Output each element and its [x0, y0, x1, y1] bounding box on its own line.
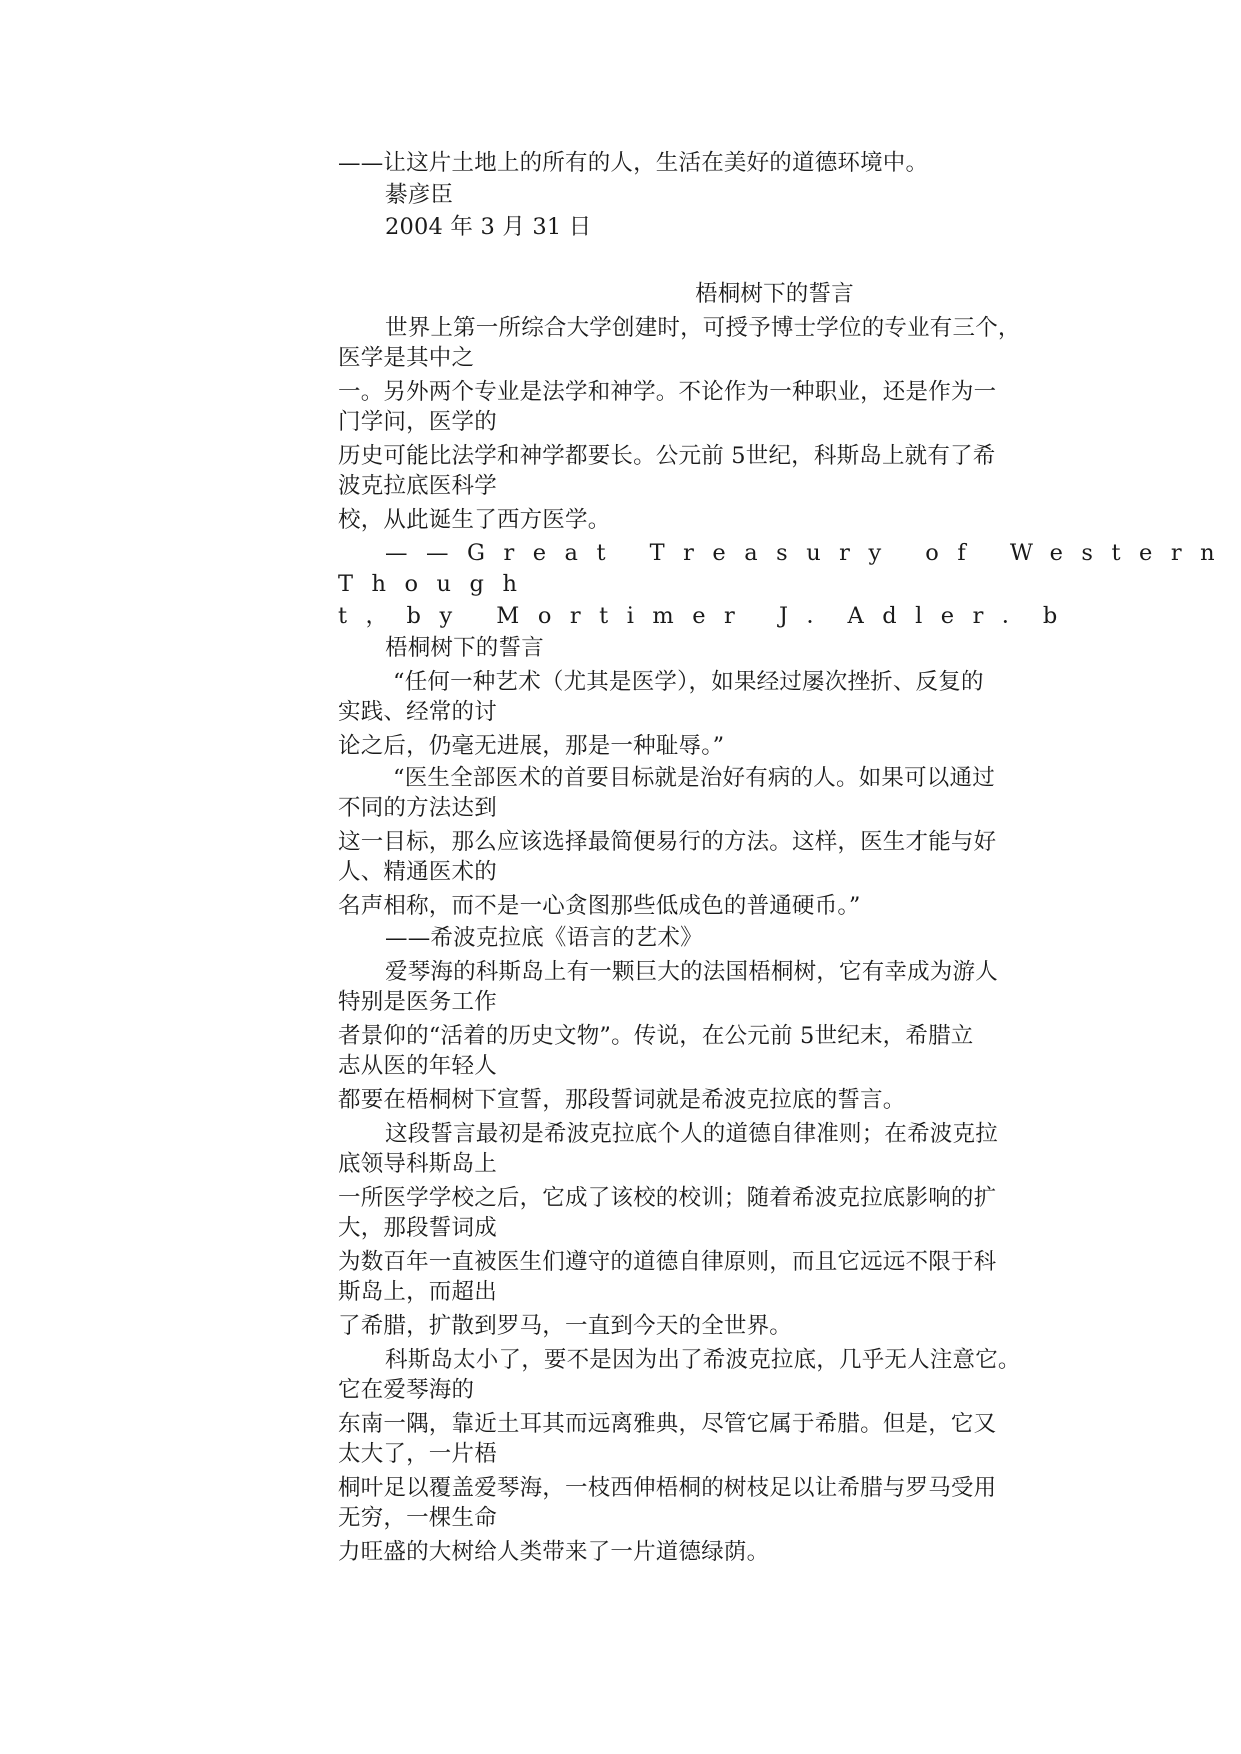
paragraph-line: 校，从此诞生了西方医学。	[338, 507, 611, 533]
quote-line: 名声相称，而不是一心贪图那些低成色的普通硬币。”	[338, 893, 861, 919]
paragraph-line: 斯岛上，而超出	[338, 1279, 497, 1305]
paragraph-line: 这段誓言最初是希波克拉底个人的道德自律准则；在希波克拉	[385, 1121, 998, 1147]
quote-line: “医生全部医术的首要目标就是治好有病的人。如果可以通过	[393, 765, 995, 791]
paragraph-line: 一所医学学校之后，它成了该校的校训；随着希波克拉底影响的扩	[338, 1185, 997, 1211]
quote-line: 这一目标，那么应该选择最简便易行的方法。这样，医生才能与好	[338, 829, 997, 855]
paragraph-line: 太大了，一片梧	[338, 1441, 497, 1467]
paragraph-line: 力旺盛的大树给人类带来了一片道德绿荫。	[338, 1539, 770, 1565]
paragraph-line: 都要在梧桐树下宣誓，那段誓词就是希波克拉底的誓言。	[338, 1087, 906, 1113]
paragraph-line: 科斯岛太小了，要不是因为出了希波克拉底，几乎无人注意它。	[385, 1347, 1021, 1373]
paragraph-line: 东南一隅，靠近土耳其而远离雅典，尽管它属于希腊。但是，它又	[338, 1411, 997, 1437]
paragraph-line: 了希腊，扩散到罗马，一直到今天的全世界。	[338, 1313, 793, 1339]
paragraph-line: 底领导科斯岛上	[338, 1151, 497, 1177]
paragraph-line: 波克拉底医科学	[338, 473, 497, 499]
paragraph-line: 志从医的年轻人	[338, 1053, 497, 1079]
author-name: 綦彦臣	[385, 182, 454, 208]
quote-line: 人、精通医术的	[338, 859, 497, 885]
date-line: 2004 年 3 月 31 日	[385, 214, 592, 240]
paragraph-line: 医学是其中之	[338, 345, 475, 371]
paragraph-line: 它在爱琴海的	[338, 1377, 475, 1403]
citation-line: ——Great Treasury of Western	[385, 540, 1234, 566]
paragraph-line: 特别是医务工作	[338, 989, 497, 1015]
citation-line: t，by Mortimer J．Adler．b	[338, 603, 1076, 629]
paragraph-line: 者景仰的“活着的历史文物”。传说，在公元前 5世纪末，希腊立	[338, 1023, 974, 1049]
attribution-line: ——希波克拉底《语言的艺术》	[385, 925, 703, 951]
citation-line: Though	[338, 571, 536, 597]
paragraph-line: 桐叶足以覆盖爱琴海，一枝西伸梧桐的树枝足以让希腊与罗马受用	[338, 1475, 997, 1501]
subtitle-line: 梧桐树下的誓言	[385, 635, 544, 661]
paragraph-line: 历史可能比法学和神学都要长。公元前 5世纪，科斯岛上就有了希	[338, 443, 996, 469]
paragraph-line: 世界上第一所综合大学创建时，可授予博士学位的专业有三个，	[385, 315, 1021, 341]
paragraph-line: 一。另外两个专业是法学和神学。不论作为一种职业，还是作为一	[338, 379, 997, 405]
closing-line: ——让这片土地上的所有的人，生活在美好的道德环境中。	[338, 150, 929, 176]
paragraph-line: 无穷，一棵生命	[338, 1505, 497, 1531]
paragraph-line: 爱琴海的科斯岛上有一颗巨大的法国梧桐树，它有幸成为游人	[385, 959, 998, 985]
section-title: 梧桐树下的誓言	[695, 281, 854, 307]
paragraph-line: 大，那段誓词成	[338, 1215, 497, 1241]
quote-line: 不同的方法达到	[338, 795, 497, 821]
paragraph-line: 门学问，医学的	[338, 409, 497, 435]
quote-line: 论之后，仍毫无进展，那是一种耻辱。”	[338, 733, 725, 759]
paragraph-line: 为数百年一直被医生们遵守的道德自律原则，而且它远远不限于科	[338, 1249, 997, 1275]
quote-line: “任何一种艺术（尤其是医学），如果经过屡次挫折、反复的	[393, 669, 984, 695]
quote-line: 实践、经常的讨	[338, 699, 497, 725]
